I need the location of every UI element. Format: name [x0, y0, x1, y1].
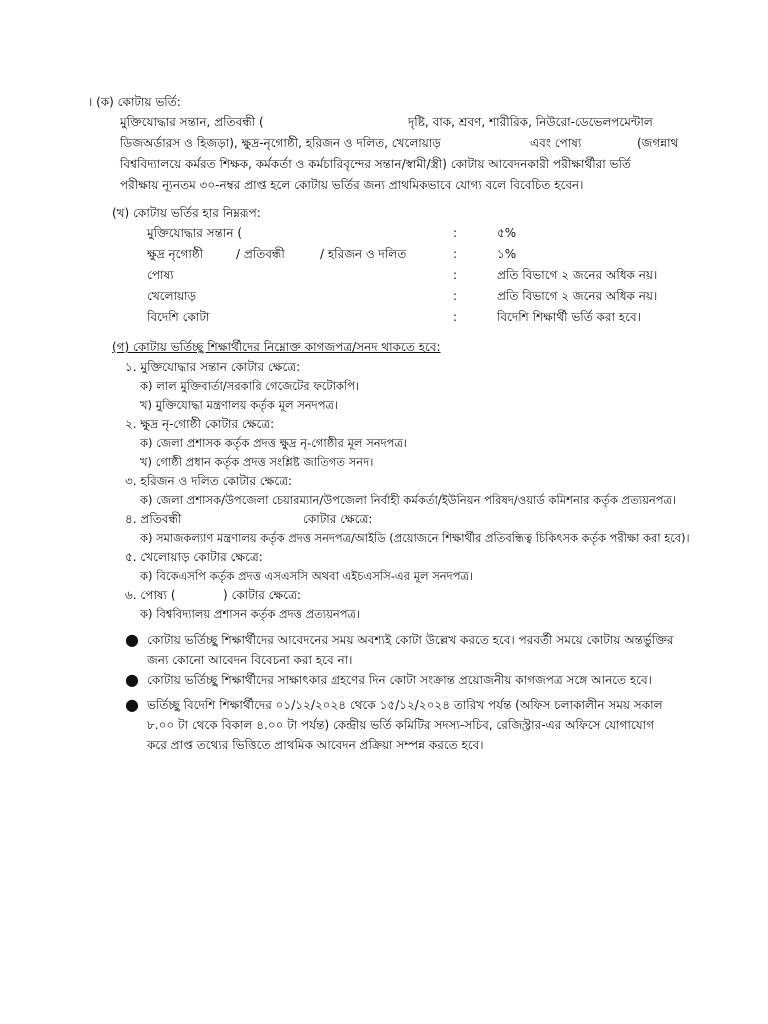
section-ka-heading: । (ক) কোটায় ভর্তি: — [88, 95, 181, 109]
para1-line2a: ডিজঅর্ডারস ও হিজড়া), ক্ষুদ্র-নৃগোষ্ঠী, হরিজন ও দলিত, খেলোয়াড় — [120, 136, 441, 150]
doc-item-sub: খ) গোষ্ঠী প্রধান কর্তৃক প্রদত্ত সংশ্লিষ্ট জাতিগত সনদ। — [140, 455, 374, 469]
doc-item-title: ৬. পোষ্য ( — [125, 588, 176, 602]
doc-item-title: ৩. হরিজন ও দলিত কোটার ক্ষেত্রে: — [125, 474, 293, 488]
doc-item-title: ২. ক্ষুদ্র নৃ-গোষ্ঠী কোটার ক্ষেত্রে: — [125, 417, 275, 431]
para1-line4: পরীক্ষায় ন্যূনতম ৩০-নম্বর প্রাপ্ত হলে কোটায় ভর্তির জন্য প্রাথমিকভাবে যোগ্য বলে বিবেচিত হবেন। — [120, 178, 584, 192]
bullet-icon: ● — [125, 670, 139, 689]
para1-line2b: এবং পোষ্য — [530, 136, 582, 150]
bullet-icon: ● — [125, 630, 139, 649]
note-line: কোটায় ভর্তিচ্ছু শিক্ষার্থীদের আবেদনের সময় অবশ্যই কোটা উল্লেখ করতে হবে। পরবর্তী সময়ে কোটায় অন্তর্ভুক্তির — [147, 633, 674, 647]
quota-value: প্রতি বিভাগে ২ জনের অধিক নয়। — [497, 268, 658, 282]
quota-label-2: / প্রতিবন্ধী — [236, 247, 285, 261]
note-line: করে প্রাপ্ত তথ্যের ভিত্তিতে প্রাথমিক আবেদন প্রক্রিয়া সম্পন্ন করতে হবে। — [147, 738, 484, 752]
bullet-icon: ● — [125, 695, 139, 714]
quota-colon: : — [453, 247, 458, 261]
quota-value: ১% — [497, 247, 517, 261]
para1-line1b: দৃষ্টি, বাক, শ্রবণ, শারীরিক, নিউরো-ডেভেলপমেন্টাল — [408, 115, 653, 129]
doc-item-title-2: কোটার ক্ষেত্রে: — [303, 512, 373, 526]
doc-item-sub: ক) বিকেএসপি কর্তৃক প্রদত্ত এসএসসি অথবা এইচএসসি-এর মূল সনদপত্র। — [140, 569, 474, 583]
quota-label: মুক্তিযোদ্ধার সন্তান ( — [147, 226, 243, 240]
note-line: ভর্তিচ্ছু বিদেশি শিক্ষার্থীদের ০১/১২/২০২৪ থেকে ১৫/১২/২০২৪ তারিখ পর্যন্ত (অফিস চলাকালীন সময় সকাল — [147, 698, 663, 712]
section-ga-heading: (গ) কোটায় ভর্তিচ্ছু শিক্ষার্থীদের নিম্নোক্ত কাগজপত্র/সনদ থাকতে হবে: — [112, 340, 441, 354]
note-line: জন্য কোনো আবেদন বিবেচনা করা হবে না। — [147, 653, 353, 667]
doc-item-sub: ক) বিশ্ববিদ্যালয় প্রশাসন কর্তৃক প্রদত্ত প্রত্যয়নপত্র। — [140, 607, 361, 621]
note-line: কোটায় ভর্তিচ্ছু শিক্ষার্থীদের সাক্ষাৎকার গ্রহণের দিন কোটা সংক্রান্ত প্রয়োজনীয় কাগজপত্র সঙ্গে আনতে হবে। — [147, 673, 652, 687]
quota-value: প্রতি বিভাগে ২ জনের অধিক নয়। — [497, 289, 658, 303]
doc-item-sub: ক) জেলা প্রশাসক কর্তৃক প্রদত্ত ক্ষুদ্র নৃ-গোষ্ঠীর মূল সনদপত্র। — [140, 436, 408, 450]
doc-item-title: ১. মুক্তিযোদ্ধার সন্তান কোটার ক্ষেত্রে: — [125, 360, 301, 374]
doc-item-title: ৪. প্রতিবন্ধী — [125, 512, 182, 526]
quota-colon: : — [453, 226, 458, 240]
para1-line2c: (জগন্নাথ — [637, 136, 679, 150]
para1-line3: বিশ্ববিদ্যালয়ে কর্মরত শিক্ষক, কর্মকর্তা ও কর্মচারিবৃন্দের সন্তান/স্বামী/স্ত্রী) কোটায় আবেদনকারী পরীক্ষার্থীরা ভর্তি — [120, 157, 631, 171]
doc-item-sub: খ) মুক্তিযোদ্ধা মন্ত্রণালয় কর্তৃক মূল সনদপত্র। — [140, 398, 339, 412]
quota-colon: : — [453, 268, 458, 282]
quota-colon: : — [453, 310, 458, 324]
note-item — [147, 695, 681, 755]
quota-value: ৫% — [497, 226, 517, 240]
quota-label: খেলোয়াড় — [147, 289, 197, 303]
doc-item-sub: ক) জেলা প্রশাসক/উপজেলা চেয়ারম্যান/উপজেলা নির্বাহী কর্মকর্তা/ইউনিয়ন পরিষদ/ওয়ার্ড কমিশনার কর্তৃক প্রত্যয়নপত্র। — [140, 493, 677, 507]
doc-item-title-2: ) কোটার ক্ষেত্রে: — [223, 588, 301, 602]
section-kha-heading: (খ) কোটায় ভর্তির হার নিম্নরূপ: — [112, 206, 261, 220]
quota-value: বিদেশি শিক্ষার্থী ভর্তি করা হবে। — [497, 310, 641, 324]
para1-line1a: মুক্তিযোদ্ধার সন্তান, প্রতিবন্ধী ( — [120, 115, 264, 129]
quota-colon: : — [453, 289, 458, 303]
doc-item-title: ৫. খেলোয়াড় কোটার ক্ষেত্রে: — [125, 550, 263, 564]
quota-label-3: / হরিজন ও দলিত — [320, 247, 407, 261]
quota-label: পোষ্য — [147, 268, 174, 282]
note-item — [147, 630, 681, 670]
doc-item-sub: ক) লাল মুক্তিবার্তা/সরকারি গেজেটের ফটোকপি। — [140, 379, 360, 393]
note-item — [147, 670, 681, 690]
quota-label: বিদেশি কোটা — [147, 310, 210, 324]
doc-item-sub: ক) সমাজকল্যাণ মন্ত্রণালয় কর্তৃক প্রদত্ত সনদপত্র/আইডি (প্রয়োজনে শিক্ষার্থীর প্রতিবন্ধিত্ব চিকিৎসক কর্তৃক পরীক্ষা করা হবে)। — [140, 531, 690, 545]
quota-label: ক্ষুদ্র নৃগোষ্ঠী — [147, 247, 204, 261]
note-line: ৮.০০ টা থেকে বিকাল ৪.০০ টা পর্যন্ত) কেন্দ্রীয় ভর্তি কমিটির সদস্য-সচিব, রেজিস্ট্রার-এর অফিসে যোগাযোগ — [147, 718, 654, 732]
